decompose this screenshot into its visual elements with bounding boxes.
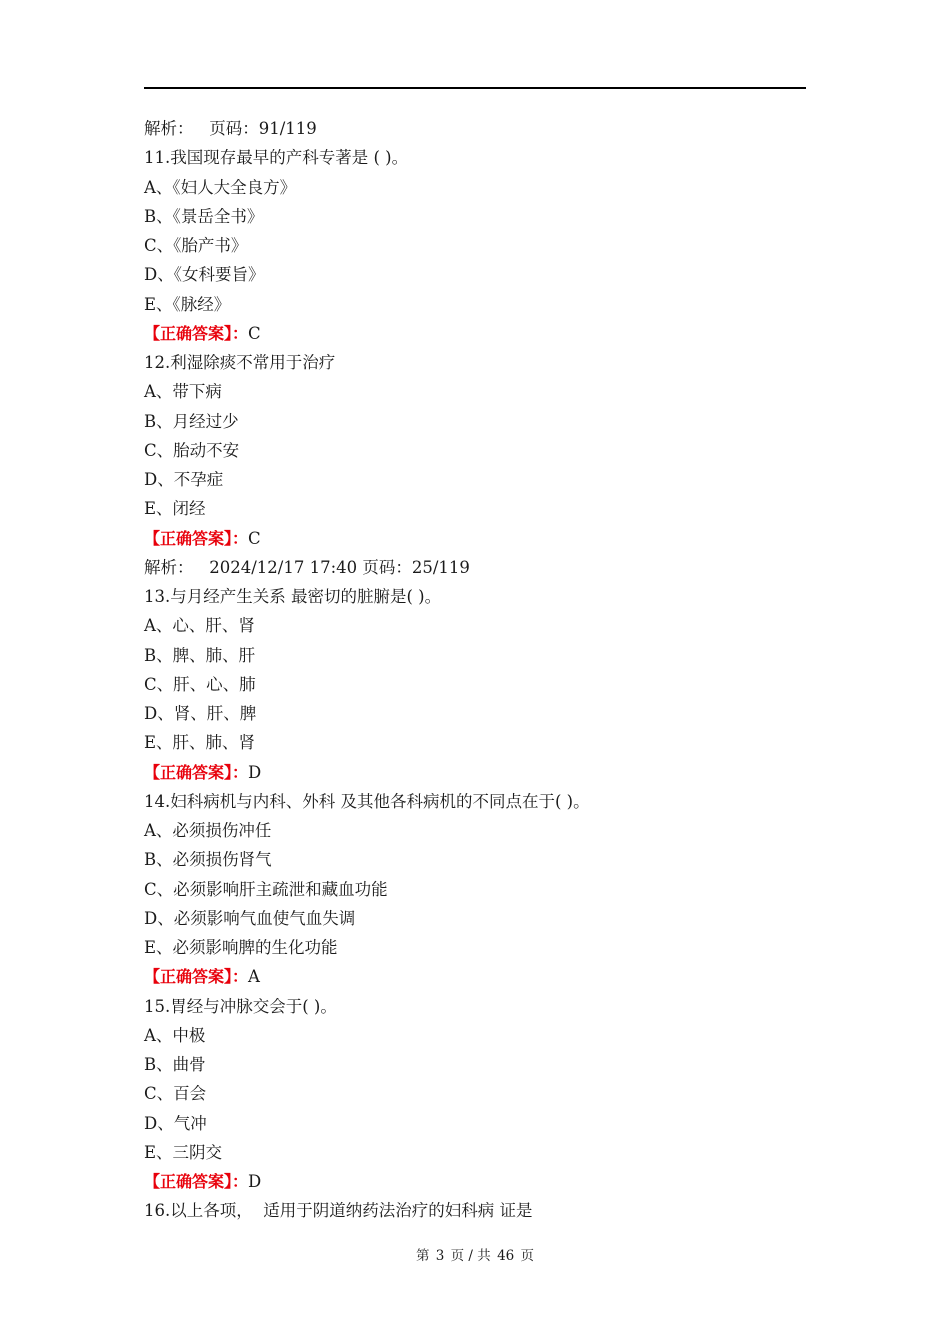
text-line: C、肝、心、肺 [144,674,256,694]
text-line: B、《景岳全书》 [144,206,264,226]
text-line: B、曲骨 [144,1055,206,1074]
text-line: 14.妇科病机与内科、外科 及其他各科病机的不同点在于( )。 [144,791,590,811]
text-line: E、闭经 [144,499,206,519]
text-line: C、胎动不安 [144,440,240,460]
text-line: B、必须损伤肾气 [144,850,272,870]
document-body [144,114,806,1226]
correct-answer-line [144,758,806,787]
text-line: A、《妇人大全良方》 [144,177,297,197]
text-line: A、中极 [144,1025,206,1045]
text-line: 12.利湿除痰不常用于治疗 [144,353,336,372]
correct-answer-value: D [248,1172,262,1191]
text-line: 13.与月经产生关系 最密切的脏腑是( )。 [144,587,442,606]
text-line: E、《脉经》 [144,294,231,314]
text-line: E、肝、肺、肾 [144,733,256,753]
text-line: 解析： 页码：91/119 [144,119,317,138]
footer-middle: 页 / 共 [450,1248,491,1264]
correct-answer-value: A [248,967,260,987]
text-line: A、带下病 [144,382,222,402]
footer-prefix: 第 [415,1248,430,1264]
header-rule [144,87,806,89]
text-line: 解析： 2024/12/17 17:40 页码：25/119 [144,557,470,577]
text-line: 16.以上各项， 适用于阴道纳药法治疗的妇科病 证是 [144,1201,533,1221]
correct-answer-value: C [248,528,261,548]
text-line: E、三阴交 [144,1142,223,1162]
text-line: D、肾、肝、脾 [144,704,257,723]
correct-answer-label: 【正确答案】： [144,323,249,343]
text-line: D、必须影响气血使气血失调 [144,908,356,928]
text-line: C、百会 [144,1084,207,1104]
text-line: E、必须影响脾的生化功能 [144,938,338,957]
text-line: C、必须影响肝主疏泄和藏血功能 [144,879,388,899]
correct-answer-value: D [248,762,262,782]
correct-answer-line [144,962,806,991]
footer-suffix: 页 [520,1248,535,1264]
correct-answer-label: 【正确答案】： [144,967,249,987]
correct-answer-line [144,524,806,553]
footer-page-number: 3 [435,1248,445,1264]
text-line: 15.胃经与冲脉交会于( )。 [144,996,337,1016]
correct-answer-label: 【正确答案】： [144,528,249,548]
text-line: D、气冲 [144,1113,207,1133]
text-line: D、不孕症 [144,470,224,489]
text-line: B、脾、肺、肝 [144,645,256,665]
correct-answer-value: C [248,323,261,343]
correct-answer-line [144,1167,806,1196]
text-line: A、心、肝、肾 [144,616,255,636]
text-line: C、《胎产书》 [144,236,248,255]
correct-answer-line [144,319,806,348]
text-line: 11.我国现存最早的产科专著是 ( )。 [144,148,409,168]
correct-answer-label: 【正确答案】： [144,1172,249,1191]
text-line: A、必须损伤冲任 [144,821,272,840]
text-line: B、月经过少 [144,411,239,431]
page-footer [0,1244,950,1264]
correct-answer-label: 【正确答案】： [144,762,249,782]
footer-total-pages: 46 [497,1248,515,1264]
text-line: D、《女科要旨》 [144,265,265,285]
